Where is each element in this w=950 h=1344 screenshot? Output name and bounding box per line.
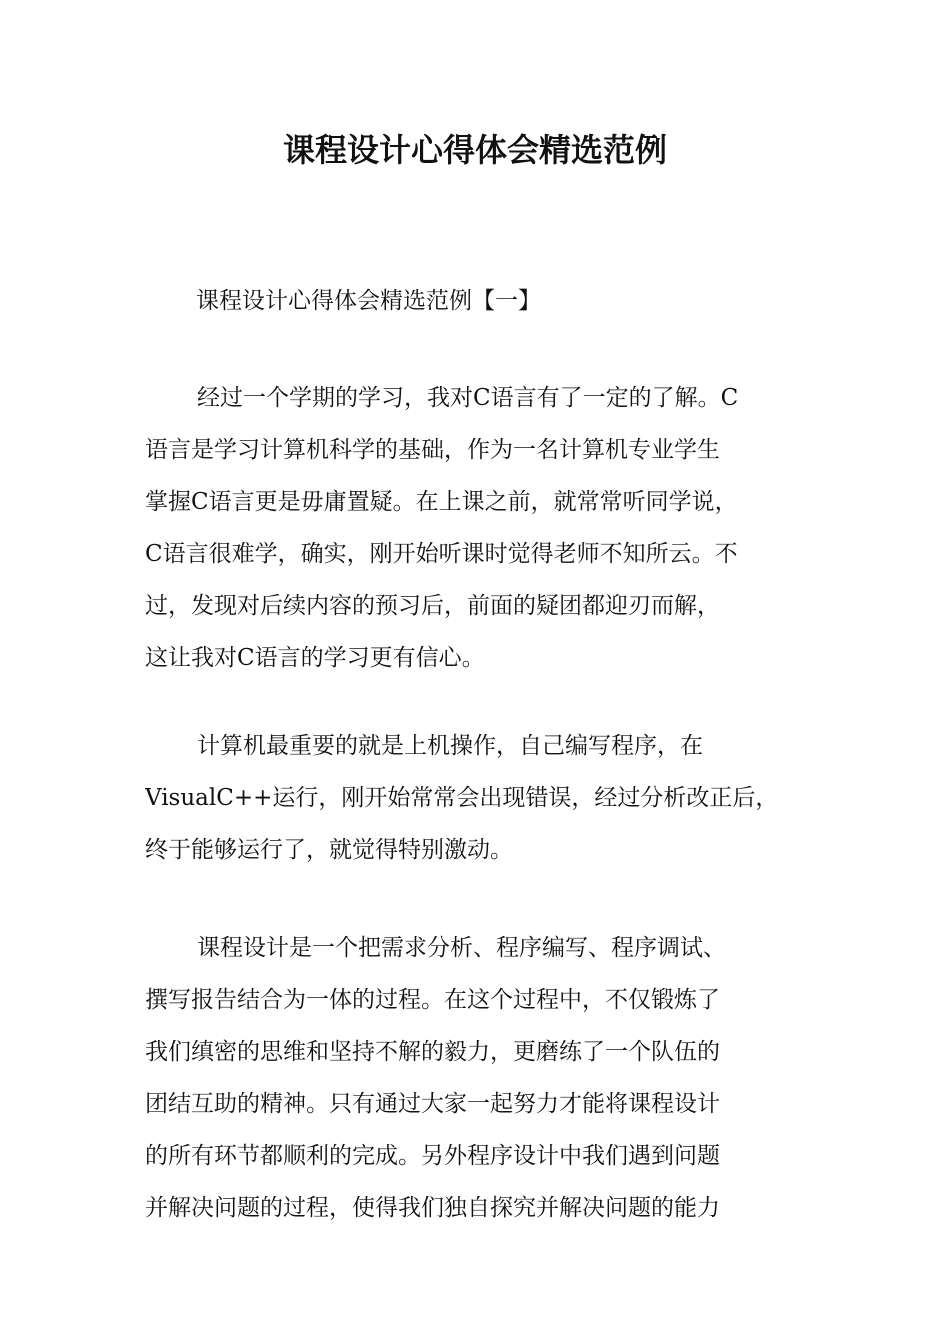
document-title: 课程设计心得体会精选范例 <box>282 131 667 169</box>
paragraph-2 <box>145 728 815 868</box>
paragraph-line: 课程设计是一个把需求分析、程序编写、程序调试、 <box>197 935 726 961</box>
paragraph-line: 这让我对C语言的学习更有信心。 <box>145 645 485 671</box>
paragraph-line: VisualC++运行，刚开始常常会出现错误，经过分析改正后， <box>145 785 779 811</box>
section-heading: 课程设计心得体会精选范例【一】 <box>196 288 541 314</box>
paragraph-line: 团结互助的精神。只有通过大家一起努力才能将课程设计 <box>145 1091 720 1117</box>
paragraph-line: 掌握C语言更是毋庸置疑。在上课之前，就常常听同学说， <box>145 489 738 515</box>
paragraph-line: 的所有环节都顺利的完成。另外程序设计中我们遇到问题 <box>145 1143 720 1169</box>
paragraph-3 <box>145 930 815 1226</box>
paragraph-line: 撰写报告结合为一体的过程。在这个过程中，不仅锻炼了 <box>145 987 720 1013</box>
paragraph-line: 我们缜密的思维和坚持不解的毅力，更磨练了一个队伍的 <box>145 1039 720 1065</box>
paragraph-line: 并解决问题的过程，使得我们独自探究并解决问题的能力 <box>145 1195 720 1221</box>
paragraph-line: 计算机最重要的就是上机操作，自己编写程序，在 <box>197 733 703 759</box>
paragraph-1 <box>145 380 815 676</box>
paragraph-line: 过，发现对后续内容的预习后，前面的疑团都迎刃而解， <box>145 593 720 619</box>
paragraph-line: 经过一个学期的学习，我对C语言有了一定的了解。C <box>197 385 739 411</box>
paragraph-line: 语言是学习计算机科学的基础，作为一名计算机专业学生 <box>145 437 720 463</box>
paragraph-line: 终于能够运行了，就觉得特别激动。 <box>145 837 513 863</box>
paragraph-line: C语言很难学，确实，刚开始听课时觉得老师不知所云。不 <box>145 541 738 567</box>
